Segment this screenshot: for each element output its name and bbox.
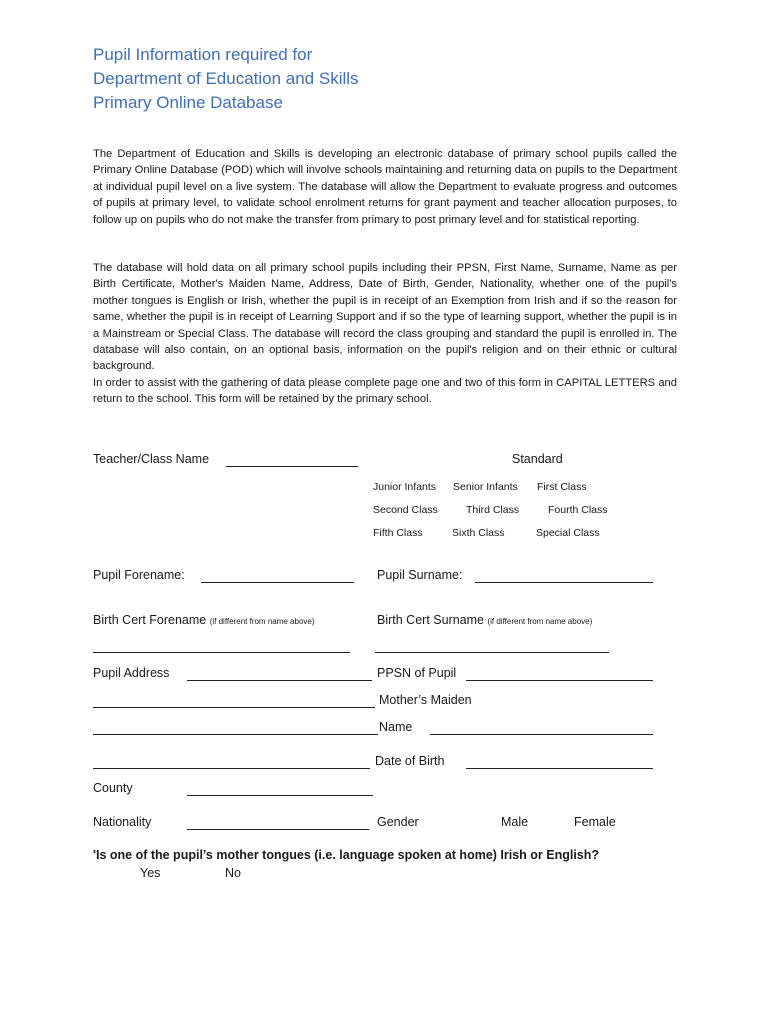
- teacher-class-label: Teacher/Class Name: [93, 452, 210, 466]
- ppsn-field[interactable]: [466, 680, 653, 681]
- intro-paragraph-2: [93, 260, 677, 408]
- standard-sixth-class[interactable]: Sixth Class: [452, 527, 505, 539]
- date-of-birth-label: Date of Birth: [375, 754, 445, 768]
- intro-text-1: The Department of Education and Skills is developing an electronic database of primary school pupils called the Primary Online Database (POD) which will involve schools maintaining and returning data on pupils to the Department at individual pupil level on a live system. The database will allow the Department to evaluate progress and outcomes of pupils at primary level, to validate school enrolment returns for grant payment and teacher allocation purposes, to follow up on pupils who do not make the transfer from primary to post primary level and for statistical reporting.: [93, 148, 677, 226]
- standard-special-class[interactable]: Special Class: [536, 527, 600, 539]
- birth-cert-surname-field[interactable]: [375, 652, 609, 653]
- pupil-address-field-4[interactable]: [93, 768, 370, 769]
- pupil-surname-label: Pupil Surname:: [377, 568, 463, 582]
- pupil-address-field-1[interactable]: [187, 680, 372, 681]
- standard-first-class[interactable]: First Class: [537, 481, 587, 493]
- birth-cert-surname-note: (if different from name above): [487, 617, 593, 626]
- standard-second-class[interactable]: Second Class: [373, 504, 438, 516]
- birth-cert-surname-label: [377, 613, 592, 627]
- title-line-3: Primary Online Database: [93, 93, 283, 112]
- gender-label: Gender: [377, 815, 419, 829]
- mothers-maiden-label: Mother’s Maiden: [379, 693, 472, 707]
- date-of-birth-field[interactable]: [466, 768, 653, 769]
- ppsn-label: PPSN of Pupil: [377, 666, 457, 680]
- pupil-forename-label: Pupil Forename:: [93, 568, 185, 582]
- birth-cert-forename-field[interactable]: [93, 652, 350, 653]
- intro-text-3: In order to assist with the gathering of data please complete page one and two of this form in CAPITAL LETTERS and return to the school. This form will be retained by the primary school.: [93, 376, 677, 406]
- maiden-name-label: Name: [379, 720, 413, 734]
- birth-cert-forename-text: Birth Cert Forename: [93, 613, 207, 627]
- birth-cert-surname-text: Birth Cert Surname: [377, 613, 484, 627]
- title-line-2: Department of Education and Skills: [93, 69, 359, 88]
- birth-cert-forename-note: (if different from name above): [209, 617, 315, 626]
- pupil-forename-field[interactable]: [201, 582, 354, 583]
- county-field[interactable]: [187, 795, 373, 796]
- pupil-surname-field[interactable]: [475, 582, 653, 583]
- standard-senior-infants[interactable]: Senior Infants: [453, 481, 518, 493]
- pupil-address-label: Pupil Address: [93, 666, 170, 680]
- mother-tongue-question: 'Is one of the pupil’s mother tongues (i.e. language spoken at home) Irish or English?: [93, 848, 600, 862]
- standard-junior-infants[interactable]: Junior Infants: [373, 481, 437, 493]
- pupil-address-field-3[interactable]: [93, 734, 378, 735]
- gender-female-option[interactable]: Female: [574, 815, 616, 829]
- county-label: County: [93, 781, 133, 795]
- mother-tongue-no-option[interactable]: No: [225, 866, 241, 880]
- teacher-class-field[interactable]: [226, 466, 358, 467]
- standard-fifth-class[interactable]: Fifth Class: [373, 527, 423, 539]
- birth-cert-forename-label: [93, 613, 315, 627]
- nationality-field[interactable]: [187, 829, 369, 830]
- intro-text-2: The database will hold data on all primary school pupils including their PPSN, First Name, Surname, Name as per Birth Certificate, Mother's Maiden Name, Address, Date of Birth, Gender, Nationality, whether one of the pupil's mother tongues is English or Irish, whether the pupil is in receipt of an Exemption from Irish and if so the reason for same, whether the pupil is in receipt of Learning Support and if so the type of learning support, whether the pupil is in a Mainstream or Special Class. The database will record the class grouping and standard the pupil is enrolled in. The database will also contain, on an optional basis, information on the pupil's religion and on their ethnic or cultural background.: [93, 262, 677, 373]
- standard-label: Standard: [512, 452, 563, 466]
- intro-paragraph-1: [93, 146, 677, 228]
- title-line-1: Pupil Information required for: [93, 45, 313, 64]
- gender-male-option[interactable]: Male: [501, 815, 529, 829]
- nationality-label: Nationality: [93, 815, 152, 829]
- mother-tongue-yes-option[interactable]: Yes: [140, 866, 161, 880]
- pupil-address-field-2[interactable]: [93, 707, 375, 708]
- standard-fourth-class[interactable]: Fourth Class: [548, 504, 608, 516]
- mothers-maiden-name-field[interactable]: [430, 734, 653, 735]
- standard-third-class[interactable]: Third Class: [466, 504, 520, 516]
